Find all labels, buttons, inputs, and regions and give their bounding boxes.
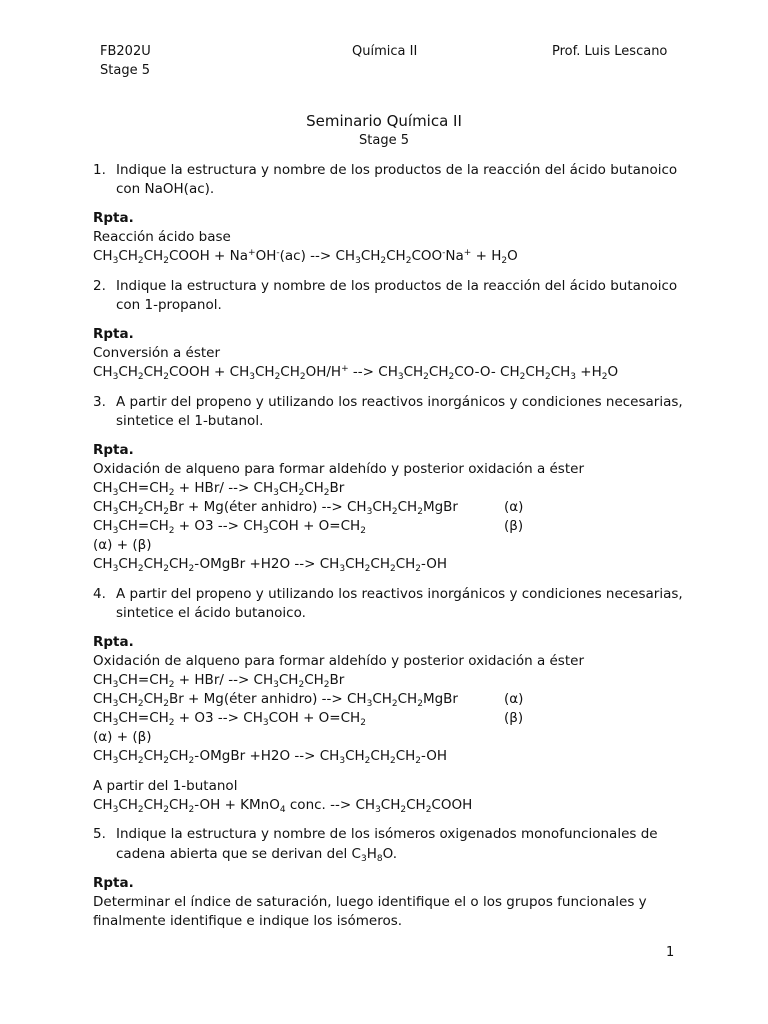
answer-label: Rpta. (93, 326, 134, 342)
reaction-equation: $CH_3CH=CH_2 + HBr/$ --> $CH_3CH_2CH_2Br$ (93, 480, 345, 498)
question-text: Indique la estructura y nombre de los productos de la reacción del ácido butanoico (116, 278, 678, 294)
reaction-equation: $CH_3CH=CH_2 + HBr/$ --> $CH_3CH_2CH_2Br$ (93, 672, 345, 690)
question-text: A partir del propeno y utilizando los reactivos inorgánicos y condiciones necesarias, (116, 586, 683, 602)
answer-text: finalmente identifique e indique los isómeros. (93, 913, 403, 929)
reaction-equation: $CH_3CH_2CH_2Br$ + Mg(éter anhidro) --> $CH_3CH_2CH_2MgBr$ (93, 499, 458, 517)
answer-title: Reacción ácido base (93, 229, 231, 245)
reaction-equation: $CH_3CH_2CH_2CH_2$-OMgBr +H2O --> $CH_3CH_2CH_2CH_2-OH$ (93, 556, 448, 574)
answer-label: Rpta. (93, 210, 134, 226)
question-text: con 1-propanol. (116, 297, 222, 313)
subject-name: Química II (352, 44, 418, 59)
professor-name: Prof. Luis Lescano (552, 44, 668, 59)
question-number: 3. (93, 394, 106, 410)
reaction-equation: $CH_3CH_2CH_2Br$ + Mg(éter anhidro) --> $CH_3CH_2CH_2MgBr$ (93, 691, 458, 709)
question-number: 5. (93, 826, 106, 842)
question-text: sintetice el ácido butanoico. (116, 605, 306, 621)
question-number: 4. (93, 586, 106, 602)
question-number: 1. (93, 162, 106, 178)
equation-combination: (α) + (β) (93, 729, 152, 745)
question-text: A partir del propeno y utilizando los reactivos inorgánicos y condiciones necesarias, (116, 394, 683, 410)
question-number: 2. (93, 278, 106, 294)
question-text: sintetice el 1-butanol. (116, 413, 264, 429)
equation-tag: (α) (504, 691, 524, 707)
reaction-equation: $CH_3CH_2CH_2COOH + Na^+OH^-(ac)$ --> $CH_3CH_2CH_2COO^-Na^+ + H_2O$ (93, 248, 518, 266)
answer-text: Determinar el índice de saturación, luego identifique el o los grupos funcionales y (93, 894, 647, 910)
answer-label: Rpta. (93, 875, 134, 891)
answer-subtitle: A partir del 1-butanol (93, 778, 238, 794)
question-text: Indique la estructura y nombre de los productos de la reacción del ácido butanoico (116, 162, 678, 178)
page-title: Seminario Química II (306, 112, 462, 130)
equation-tag: (β) (504, 518, 524, 534)
reaction-equation: $CH_3CH_2CH_2CH_2$-OMgBr +H2O --> $CH_3CH_2CH_2CH_2-OH$ (93, 748, 448, 766)
answer-label: Rpta. (93, 442, 134, 458)
equation-tag: (β) (504, 710, 524, 726)
reaction-equation: $CH_3CH=CH_2 + O3$ --> $CH_3COH + O=CH_2$ (93, 710, 366, 728)
answer-title: Oxidación de alqueno para formar aldehído y posterior oxidación a éster (93, 653, 584, 669)
header-stage: Stage 5 (100, 63, 150, 78)
reaction-equation: $CH_3CH_2CH_2COOH + CH_3CH_2CH_2OH/H^+$ --> $CH_3CH_2CH_2CO-O-$ $CH_2CH_2CH_3 +H_2O$ (93, 364, 619, 382)
answer-title: Oxidación de alqueno para formar aldehído y posterior oxidación a éster (93, 461, 584, 477)
reaction-equation: $CH_3CH=CH_2 + O3$ --> $CH_3COH + O=CH_2$ (93, 518, 366, 536)
reaction-equation: $CH_3CH_2CH_2CH_2-OH$ + KMnO$_4$ conc. --> $CH_3CH_2CH_2COOH$ (93, 797, 473, 815)
equation-tag: (α) (504, 499, 524, 515)
question-text: Indique la estructura y nombre de los isómeros oxigenados monofuncionales de (116, 826, 658, 842)
page-number: 1 (666, 945, 675, 960)
equation-combination: (α) + (β) (93, 537, 152, 553)
question-text: con NaOH(ac). (116, 181, 215, 197)
question-text: cadena abierta que se derivan del $C_3H_8O$. (116, 846, 397, 864)
page-subtitle: Stage 5 (359, 133, 409, 148)
course-code: FB202U (100, 44, 151, 59)
answer-title: Conversión a éster (93, 345, 221, 361)
answer-label: Rpta. (93, 634, 134, 650)
